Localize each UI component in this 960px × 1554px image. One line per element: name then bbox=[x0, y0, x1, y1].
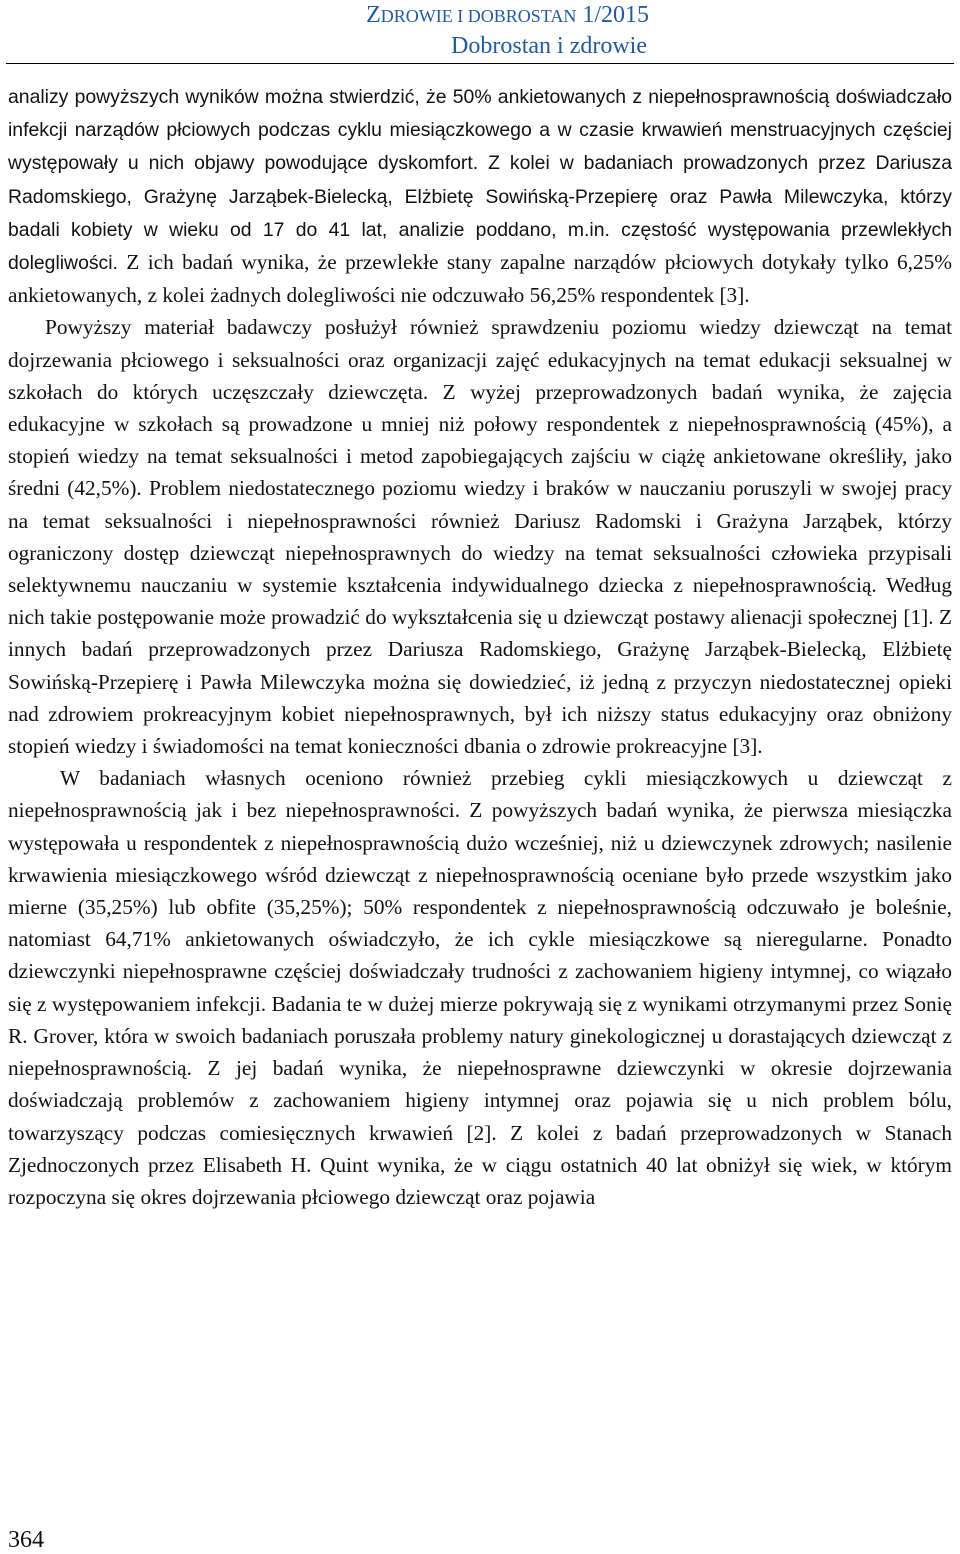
page-number: 364 bbox=[8, 1527, 44, 1553]
paragraph-1 bbox=[8, 80, 952, 311]
article-body bbox=[8, 80, 952, 1213]
paragraph-2: Powyższy materiał badawczy posłużył również sprawdzeniu poziomu wiedzy dziewcząt na temat dojrzewania płciowego i seksualności oraz organizacji zajęć edukacyjnych na temat edukacji seksualnej w szkołach do których uczęszczały dziewczęta. Z wyżej przeprowadzonych badań wynika, że zajęcia edukacyjne w szkołach są prowadzone u mniej niż połowy respondentek z niepełnosprawnością (45%), a stopień wiedzy na temat seksualności i metod zapobiegających zajściu w ciążę ankietowane określiły, jako średni (42,5%). Problem niedostatecznego poziomu wiedzy i braków w nauczaniu poruszyli w swojej pracy na temat seksualności i niepełnosprawności również Dariusz Radomski i Grażyna Jarząbek, którzy ograniczony dostęp dziewcząt niepełnosprawnych do wiedzy na temat seksualności człowieka przypisali selektywnemu nauczaniu w systemie kształcenia indywidualnego dziecka z niepełnosprawnością. Według nich takie postępowanie może prowadzić do wykształcenia się u dziewcząt postawy alienacji społecznej [1]. Z innych badań przeprowadzonych przez Dariusza Radomskiego, Grażynę Jarząbek-Bielecką, Elżbietę Sowińską-Przepierę i Pawła Milewczyka można się dowiedzieć, iż jedną z przyczyn niedostatecznej opieki nad zdrowiem prokreacyjnym kobiet niepełnosprawnych, był ich niższy status edukacyjny oraz obniżony stopień wiedzy i świadomości na temat konieczności dbania o zdrowie prokreacyjne [3]. bbox=[8, 315, 952, 759]
header-rule bbox=[6, 63, 954, 64]
paragraph-1-segment-2: Z kolei w badaniach prowadzonych przez Dariusza Radomskiego, Grażynę Jarząbek-Bielecką, Elżbietę Sowińską-Przepierę oraz Pawła Milewczyka, którzy badali kobiety w wieku od 17 do 41 lat, analizie poddano, m.in. częstość występowania przewlekłych dolegliwości. bbox=[8, 152, 952, 275]
running-header bbox=[0, 0, 954, 61]
paragraph-1-segment-1: analizy powyższych wyników można stwierdzić, że 50% ankietowanych z niepełnosprawnością doświadczało infekcji narządów płciowych podczas cyklu miesiączkowego a w czasie krwawień menstruacyjnych częściej występowały u nich objawy powodujące dyskomfort. bbox=[8, 86, 952, 175]
paragraph-3: W badaniach własnych oceniono również przebieg cykli miesiączkowych u dziewcząt z niepełnosprawnością jak i bez niepełnosprawności. Z powyższych badań wynika, że pierwsza miesiączka występowała u respondentek z niepełnosprawnością dużo wcześniej, niż u dziewczynek zdrowych; nasilenie krwawienia miesiączkowego wśród dziewcząt z niepełnosprawnością oceniane było przede wszystkim jako mierne (35,25%) lub obfite (35,25%); 50% respondentek z niepełnosprawnością odczuwało je boleśnie, natomiast 64,71% ankietowanych oświadczyło, że ich cykle miesiączkowe są nieregularne. Ponadto dziewczynki niepełnosprawne częściej doświadczały trudności z zachowaniem higieny intymnej, co wiązało się z występowaniem infekcji. Badania te w dużej mierze pokrywają się z wynikami otrzymanymi przez Sonię R. Grover, która w swoich badaniach poruszała problemy natury ginekologicznej u dorastających dziewcząt z niepełnosprawnością. Z jej badań wynika, że niepełnosprawne dziewczynki w okresie dojrzewania doświadczają problemów z zachowaniem higieny intymnej oraz pojawia się u nich problem bólu, towarzyszący podczas comiesięcznych krwawień [2]. Z kolei z badań przeprowadzonych w Stanach Zjednoczonych przez Elisabeth H. Quint wynika, że w ciągu ostatnich 40 lat obniżył się wiek, w którym rozpoczyna się okres dojrzewania płciowego dziewcząt oraz pojawia bbox=[8, 766, 952, 1209]
journal-title bbox=[0, 0, 649, 31]
paragraph-1-segment-3: Z ich badań wynika, że przewlekłe stany zapalne narządów płciowych dotykały tylko 6,25% ankietowanych, z kolei żadnych dolegliwości nie odczuwało 56,25% respondentek [3]. bbox=[8, 250, 952, 308]
journal-title-initial: Z bbox=[366, 2, 381, 28]
journal-issue: 1/2015 bbox=[582, 2, 649, 28]
journal-title-rest: DROWIE I DOBROSTAN bbox=[380, 6, 577, 26]
section-title: Dobrostan i zdrowie bbox=[451, 33, 647, 59]
